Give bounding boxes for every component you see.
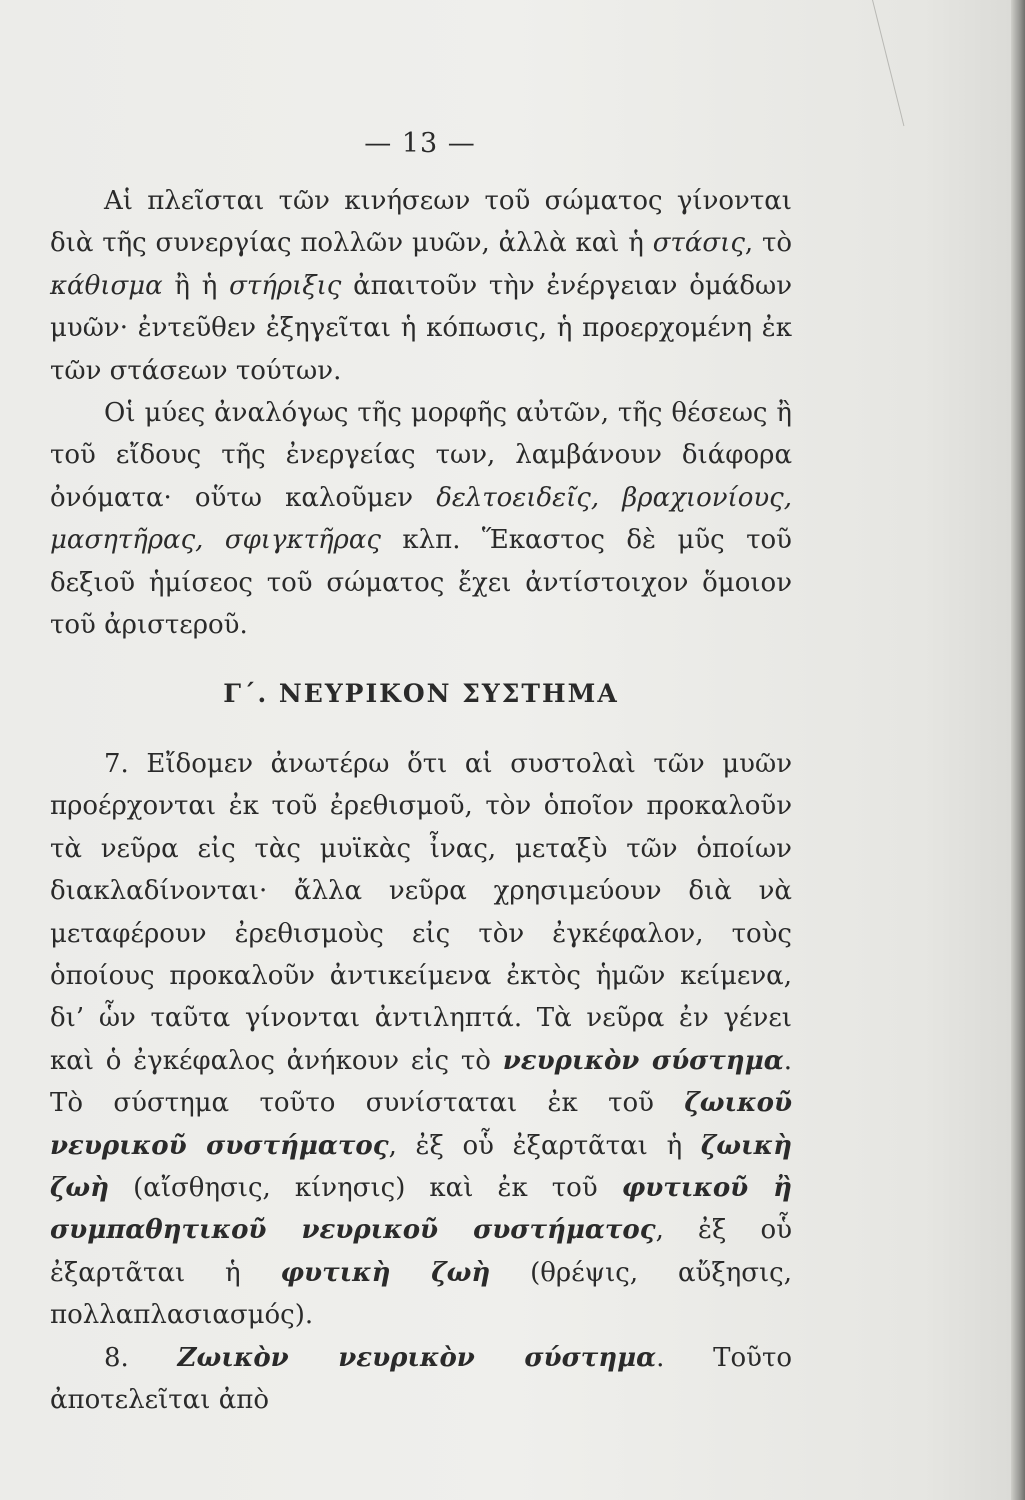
text-run: Αἱ πλεῖσται τῶν κινήσεων τοῦ σώματος γίνονται διὰ τῆς συνεργίας πολλῶν μυῶν, ἀλλὰ καὶ ἡ [50,186,792,259]
emphasized-text: κάθισμα [50,270,163,301]
emphasized-text: ζωικὴ ζωὴ [50,1130,792,1203]
text-run: 7. Εἴδομεν ἀνωτέρω ὅτι αἱ συστολαὶ τῶν μυῶν προέρχονται ἐκ τοῦ ἐρεθισμοῦ, τὸν ὁποῖον προκαλοῦν τὰ νεῦρα εἰς τὰς μυϊκὰς ἶνας, μεταξὺ τῶν ὁποίων διακλαδίνονται· ἄλλα νεῦρα χρησιμεύουν διὰ νὰ μεταφέρουν ἐρεθισμοὺς εἰς τὸν ἐγκέφαλον, τοὺς ὁποίους προκαλοῦν ἀντικείμενα ἐκτὸς ἡμῶν κείμενα, δι’ ὧν ταῦτα γίνονται ἀντιληπτά. Τὰ νεῦρα ἐν γένει καὶ ὁ ἐγκέφαλος ἀνήκουν εἰς τὸ [50,748,792,1076]
text-run: ἢ ἡ [162,270,230,301]
text-run: , ἐξ οὗ ἐξαρτᾶται ἡ [388,1130,701,1161]
text-run: κλπ. Ἕκαστος δὲ μῦς τοῦ δεξιοῦ ἡμίσεος τοῦ σώματος ἔχει ἀντίστοιχον ὅμοιον τοῦ ἀριστεροῦ. [50,525,792,641]
emphasized-text: δελτοειδεῖς, βραχιονίους, μασητῆρας, σφιγκτῆρας [50,482,793,556]
emphasized-text: Ζωικὸν νευρικὸν σύστημα [177,1342,657,1373]
text-run: ἀπαιτοῦν τὴν ἐνέργειαν ὁμάδων μυῶν· ἐντεῦθεν ἐξηγεῖται ἡ κόπωσις, ἡ προερχομένη ἐκ τῶν στάσεων τούτων. [50,270,792,386]
text-block [50,180,792,1421]
paragraph [50,180,792,392]
section-heading: Γ΄. ΝΕΥΡΙΚΟΝ ΣΥΣΤΗΜΑ [223,679,619,709]
emphasized-text: ζωικοῦ νευρικοῦ συστήματος [50,1088,792,1161]
emphasized-text: φυτικοῦ ἢ συμπαθητικοῦ νευρικοῦ συστήματος [50,1172,792,1246]
paragraphs-after-heading [50,743,792,1422]
emphasized-text: στήριξις [229,270,342,301]
text-run: Οἱ μύες ἀναλόγως τῆς μορφῆς αὐτῶν, τῆς θέσεως ἢ τοῦ εἴδους τῆς ἐνεργείας των, λαμβάνουν διάφορα ὀνόματα· οὕτω καλοῦμεν [50,398,792,513]
text-run: . Τὸ σύστημα τοῦτο συνίσταται ἐκ τοῦ [50,1045,792,1119]
page-crease [872,0,904,126]
text-run: . Τοῦτο ἀποτελεῖται ἀπὸ [50,1342,792,1415]
page-number: — 13 — [364,128,476,159]
paragraphs-before-heading [50,180,792,646]
emphasized-text: νευρικὸν σύστημα [502,1045,784,1076]
paragraph [50,743,792,1337]
text-run: 8. [104,1342,178,1373]
paragraph [50,392,792,646]
text-run: (θρέψις, αὔξησις, πολλαπλασιασμός). [50,1257,792,1331]
book-binding-edge [1011,0,1025,1500]
text-run: (αἴσθησις, κίνησις) καὶ ἐκ τοῦ [109,1172,622,1203]
emphasized-text: στάσις [652,228,745,259]
paragraph [50,1337,792,1422]
text-run: , ἐξ οὗ ἐξαρτᾶται ἡ [50,1215,792,1288]
text-run: , τὸ [744,228,792,259]
emphasized-text: φυτικὴ ζωὴ [280,1257,491,1288]
